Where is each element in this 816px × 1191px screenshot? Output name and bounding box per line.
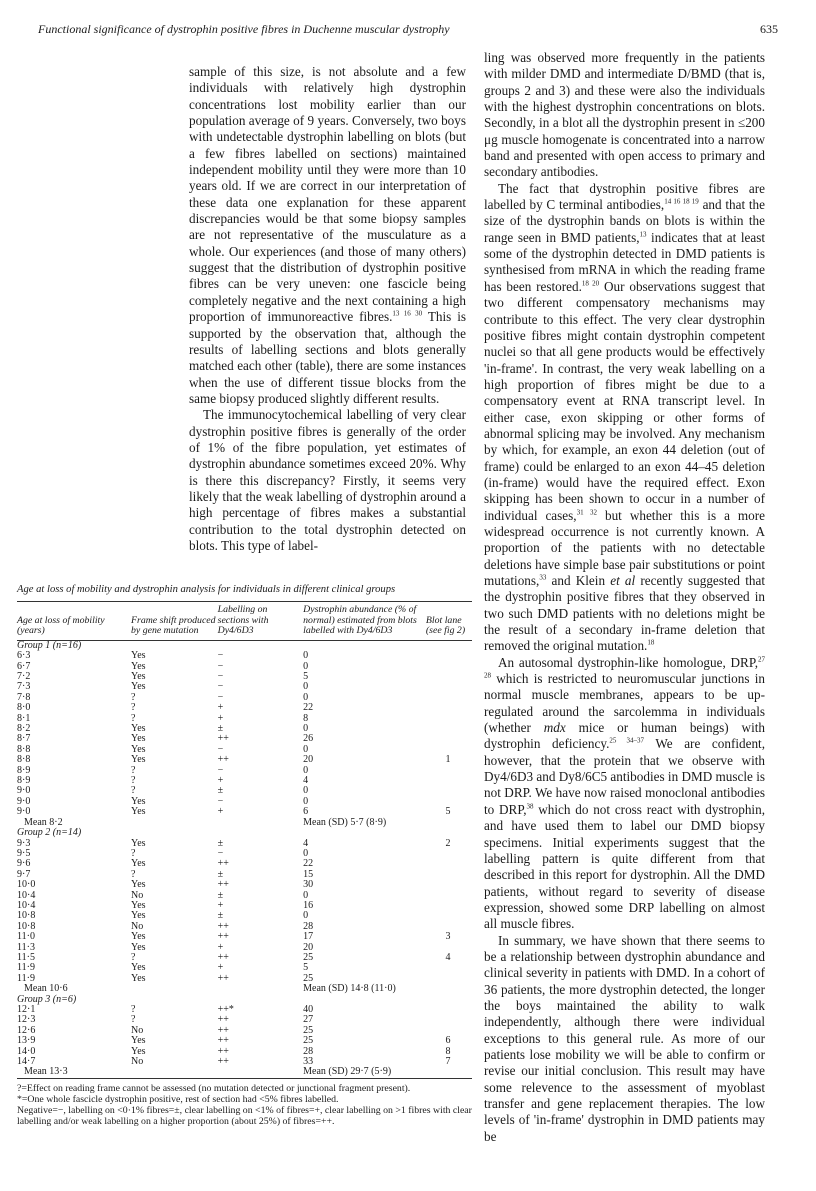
frame-shift-cell: No <box>131 889 144 901</box>
results-table-block <box>17 584 472 1127</box>
table-row <box>17 651 472 661</box>
labelling-cell: ++ <box>217 733 229 745</box>
group-2-heading: Group 2 (n=14) <box>17 827 82 839</box>
table-row <box>17 672 472 682</box>
labelling-cell: − <box>217 743 224 755</box>
abundance-cell: 28 <box>303 920 314 932</box>
labelling-cell: ++* <box>217 1004 234 1015</box>
labelling-cell: − <box>217 847 224 859</box>
group-2-mean-sd: Mean (SD) 14·8 (11·0) <box>303 983 396 995</box>
group-3-heading: Group 3 (n=6) <box>17 993 77 1005</box>
blot-lane-cell <box>426 693 472 703</box>
group-1-mean-sd: Mean (SD) 5·7 (8·9) <box>303 816 387 828</box>
frame-shift-cell: Yes <box>131 754 146 766</box>
page-number: 635 <box>760 22 778 36</box>
labelling-cell: − <box>217 650 224 662</box>
blot-lane-cell <box>426 724 472 734</box>
age-cell: 9·0 <box>17 795 31 807</box>
frame-shift-cell: Yes <box>131 1045 146 1057</box>
table-row <box>17 776 472 786</box>
abundance-cell: 0 <box>303 681 309 693</box>
age-cell: 11·0 <box>17 931 35 943</box>
blot-lane-cell <box>426 682 472 692</box>
labelling-cell: + <box>217 806 224 818</box>
blot-lane-cell: 6 <box>445 1035 451 1047</box>
frame-shift-cell: ? <box>131 1004 136 1015</box>
blot-lane-cell: 5 <box>445 806 451 818</box>
labelling-cell: ± <box>217 723 224 735</box>
table-row <box>17 870 472 880</box>
labelling-cell: + <box>217 712 224 724</box>
age-cell: 7·3 <box>17 681 31 693</box>
group-1-mean-row <box>17 818 472 828</box>
blot-lane-cell <box>426 1015 472 1025</box>
labelling-cell: ++ <box>217 879 229 891</box>
frame-shift-cell: ? <box>131 785 136 797</box>
labelling-cell: ± <box>217 837 224 849</box>
age-cell: 8·9 <box>17 775 31 787</box>
age-cell: 11·9 <box>17 962 35 974</box>
blot-lane-cell: 1 <box>445 754 451 766</box>
labelling-cell: ++ <box>217 972 229 984</box>
right-paragraph-3: An autosomal dystrophin-like homologue, DRP,$^{27 28}$ which is restricted to neuromuscular junctions in normal muscle membranes, appears to be up-regulated around the sarcolemma in individuals (whether mdx mice or human beings) with dystrophin deficiency.$^{25 34-37}$ We are confident, however, that the protein that we observe with Dy4/6D3 and Dy8/6C5 antibodies in DMD muscle is not DRP. We have now raised monoclonal antibodies to DRP,$^{38}$ which do not cross react with dystrophin, and have used them to label our DMD biopsy specimens. Initial experiments suggest that the labelling pattern is quite different from that described in this report for dystrophin. All the DMD patients, without regard to severity of disease expression, showed some DRP labelling on almost all muscle fibres. <box>484 654 766 932</box>
labelling-cell: ± <box>217 785 224 797</box>
table-row <box>17 953 472 963</box>
table-header-row <box>17 602 472 641</box>
table-row <box>17 859 472 869</box>
footnote-labelling-key: Negative=−, labelling on <0·1% fibres=±, clear labelling on <1% of fibres=+, clear labelling on >1 fibres with clear labelling and/or weak labelling on a higher proportion (about 25%) of fibres=++. <box>17 1104 472 1127</box>
blot-lane-cell <box>426 963 472 973</box>
table-row <box>17 797 472 807</box>
frame-shift-cell: Yes <box>131 733 146 745</box>
table-row <box>17 703 472 713</box>
abundance-cell: 5 <box>303 962 309 974</box>
frame-shift-cell: Yes <box>131 972 146 984</box>
abundance-cell: 0 <box>303 910 309 922</box>
labelling-cell: ++ <box>217 920 229 932</box>
labelling-cell: ++ <box>217 951 229 963</box>
frame-shift-cell: Yes <box>131 723 146 735</box>
age-cell: 7·8 <box>17 691 31 703</box>
table-row <box>17 1047 472 1057</box>
blot-lane-cell <box>426 891 472 901</box>
frame-shift-cell: ? <box>131 764 136 776</box>
abundance-cell: 25 <box>303 972 314 984</box>
labelling-cell: − <box>217 671 224 682</box>
frame-shift-cell: Yes <box>131 743 146 755</box>
age-cell: 9·0 <box>17 785 31 797</box>
blot-lane-cell <box>426 786 472 796</box>
frame-shift-cell: Yes <box>131 1035 146 1047</box>
table-row <box>17 932 472 942</box>
abundance-cell: 8 <box>303 712 309 724</box>
table-row <box>17 693 472 703</box>
table-footnotes <box>17 1083 472 1127</box>
abundance-cell: 0 <box>303 743 309 755</box>
age-cell: 8·0 <box>17 702 31 714</box>
group-3-mean-sd: Mean (SD) 29·7 (5·9) <box>303 1066 392 1078</box>
table-row <box>17 911 472 921</box>
age-cell: 9·6 <box>17 858 31 870</box>
abundance-cell: 0 <box>303 889 309 901</box>
right-column <box>484 50 765 1145</box>
frame-shift-cell: Yes <box>131 910 146 922</box>
blot-lane-cell <box>426 703 472 713</box>
abundance-cell: 40 <box>303 1004 314 1015</box>
labelling-cell: + <box>217 702 224 714</box>
age-cell: 6·3 <box>17 650 31 662</box>
abundance-cell: 6 <box>303 806 309 818</box>
header-frame-shift: Frame shift produced by gene mutation <box>131 614 216 637</box>
age-cell: 8·7 <box>17 733 31 745</box>
age-cell: 11·9 <box>17 972 35 984</box>
age-cell: 10·0 <box>17 879 36 891</box>
age-cell: 11·3 <box>17 941 35 953</box>
right-paragraph-2: The fact that dystrophin positive fibres are labelled by C terminal antibodies,$^{14 16 18 19}$ and that the size of the dystrophin bands on blots is within the range seen in BMD patients,$^{13}$ indicates that at least some of the dystrophin detected in DMD patients is synthesised from mRNA in which the reading frame has been restored.$^{18 20}$ Our observations suggest that two different compensatory mechanisms may contribute to this effect. The very clear dystrophin positive fibres might contain dystrophin competent nuclei so that all gene products would be effectively 'in-frame'. In contrast, the very weak labelling on a high proportion of fibres might be due to a compensatory event at RNA transcript level. In either case, exon skipping or other forms of abnormal splicing may be involved. Any mechanism by which, for example, an exon 44 deletion (out of frame) could be enlarged to an exon 44–45 deletion (in-frame) would have the required effect. Exon skipping has been shown to occur in a number of individual cases,$^{31 32}$ but whether this is a more widespread occurrence is not currently known. A proportion of the patients with no detectable deletions have simple base pair substitutions or point mutations,$^{33}$ and Klein et al recently suggested that the dystrophin positive fibres that they observed in two such DMD patients with no deletions might be the result of a secondary in-frame deletion that removed the original mutation.$^{18}$ <box>484 180 765 654</box>
age-cell: 10·4 <box>17 899 36 911</box>
abundance-cell: 28 <box>303 1045 314 1057</box>
table-caption: Age at loss of mobility and dystrophin analysis for individuals in different clinical groups <box>17 584 396 595</box>
labelling-cell: ++ <box>217 1045 229 1057</box>
abundance-cell: 33 <box>303 1056 314 1068</box>
abundance-cell: 0 <box>303 847 309 859</box>
age-cell: 9·5 <box>17 847 31 859</box>
table-body <box>17 640 472 1078</box>
table-row <box>17 662 472 672</box>
frame-shift-cell: ? <box>131 702 136 714</box>
blot-lane-cell: 3 <box>445 931 451 943</box>
left-paragraph-2: The immunocytochemical labelling of very clear dystrophin positive fibres is generally of the order of 1% of the fibre population, yet estimates of dystrophin abundance sometimes exceed 20%. Why is there this discrepancy? Firstly, it seems very likely that the weak labelling of dystrophin around a high percentage of fibres makes a substantial contribution to the total dystrophin detected on blots. This type of label- <box>189 407 466 553</box>
table-row <box>17 922 472 932</box>
header-abundance: Dystrophin abundance (% of normal) estimated from blots labelled with Dy4/6D3 <box>303 604 417 637</box>
table-row <box>17 682 472 692</box>
age-cell: 10·8 <box>17 910 36 922</box>
table-row <box>17 786 472 796</box>
group-2-mean-row <box>17 984 472 994</box>
age-cell: 8·8 <box>17 743 31 755</box>
blot-lane-cell: 8 <box>445 1045 451 1057</box>
abundance-cell: 22 <box>303 858 314 870</box>
age-cell: 6·7 <box>17 660 31 672</box>
abundance-cell: 0 <box>303 660 309 672</box>
blot-lane-cell <box>426 734 472 744</box>
table-row <box>17 901 472 911</box>
abundance-cell: 30 <box>303 879 314 891</box>
labelling-cell: + <box>217 775 224 787</box>
frame-shift-cell: ? <box>131 847 136 859</box>
table-row <box>17 755 472 765</box>
header-labelling: Labelling on sections with Dy4/6D3 <box>217 604 269 637</box>
blot-lane-cell <box>426 974 472 984</box>
labelling-cell: + <box>217 941 224 953</box>
table-row <box>17 1036 472 1046</box>
frame-shift-cell: ? <box>131 951 136 963</box>
group-3-mean: Mean 13·3 <box>24 1066 68 1078</box>
table-row <box>17 943 472 953</box>
frame-shift-cell: Yes <box>131 795 146 807</box>
table-row <box>17 891 472 901</box>
age-cell: 9·7 <box>17 868 31 880</box>
abundance-cell: 16 <box>303 899 314 911</box>
frame-shift-cell: Yes <box>131 899 146 911</box>
age-cell: 14·7 <box>17 1056 36 1068</box>
age-cell: 12·1 <box>17 1004 36 1015</box>
header-blot-lane: Blot lane (see fig 2) <box>425 614 466 637</box>
frame-shift-cell: Yes <box>131 931 146 943</box>
labelling-cell: ++ <box>217 931 229 943</box>
blot-lane-cell <box>426 901 472 911</box>
group-3-mean-row <box>17 1067 472 1078</box>
table-row <box>17 724 472 734</box>
frame-shift-cell: ? <box>131 868 136 880</box>
labelling-cell: − <box>217 764 224 776</box>
frame-shift-cell: Yes <box>131 941 146 953</box>
age-cell: 13·9 <box>17 1035 36 1047</box>
running-header <box>38 22 778 42</box>
age-cell: 8·2 <box>17 723 31 735</box>
frame-shift-cell: No <box>131 1024 144 1036</box>
abundance-cell: 4 <box>303 837 309 849</box>
left-paragraph-1: sample of this size, is not absolute and a few individuals with relatively high dystrophin concentrations lost mobility earlier than our population average of 9 years. Conversely, two boys with undetectable dystrophin labelling on blots (but a few fibres labelled on sections) maintained independent mobility until they were more than 10 years old. If we are correct in our interpretation of these data one explanation for these apparent discrepancies would be that some biopsy samples are not representative of the musculature as a whole. Our experiences (and those of many others) suggest that the distribution of dystrophin positive fibres can be very uneven: one fascicle being completely negative and the next containing a high proportion of immunoreactive fibres.$^{13 16 30}$ This is supported by the observation that, although the results of labelling sections and blots generally matched each other (table), there are some instances when the use of different tissue blocks from the same biopsy produced slightly different results. <box>189 64 467 406</box>
abundance-cell: 0 <box>303 650 309 662</box>
abundance-cell: 15 <box>303 868 314 880</box>
table-row <box>17 849 472 859</box>
left-column <box>189 64 466 554</box>
frame-shift-cell: Yes <box>131 660 146 672</box>
group-2-mean: Mean 10·6 <box>24 983 68 995</box>
labelling-cell: ++ <box>217 1035 229 1047</box>
abundance-cell: 22 <box>303 702 314 714</box>
labelling-cell: − <box>217 691 224 703</box>
frame-shift-cell: ? <box>131 712 136 724</box>
labelling-cell: ± <box>217 868 224 880</box>
age-cell: 8·1 <box>17 712 31 724</box>
table-row <box>17 974 472 984</box>
blot-lane-cell <box>426 870 472 880</box>
right-paragraph-1: ling was observed more frequently in the patients with milder DMD and intermediate D/BMD (that is, groups 2 and 3) and these were also the individuals with the highest dystrophin concentrations on blots. Secondly, in a blot all the dystrophin present in ≤200 μg muscle homogenate is concentrated into a narrow band and presented with open access to primary and secondary antibodies. <box>484 50 765 180</box>
blot-lane-cell <box>426 849 472 859</box>
frame-shift-cell: Yes <box>131 858 146 870</box>
abundance-cell: 0 <box>303 785 309 797</box>
blot-lane-cell <box>426 776 472 786</box>
table-row <box>17 807 472 817</box>
labelling-cell: ± <box>217 889 224 901</box>
age-cell: 11·5 <box>17 951 35 963</box>
labelling-cell: ± <box>217 910 224 922</box>
blot-lane-cell: 2 <box>445 837 451 849</box>
footnote-unknown-frame: ?=Effect on reading frame cannot be assessed (no mutation detected or junctional fragment present). <box>17 1082 411 1094</box>
age-cell: 10·8 <box>17 920 36 932</box>
table-row <box>17 1005 472 1015</box>
labelling-cell: − <box>217 660 224 672</box>
labelling-cell: ++ <box>217 1024 229 1036</box>
frame-shift-cell: ? <box>131 691 136 703</box>
age-cell: 12·6 <box>17 1024 36 1036</box>
labelling-cell: + <box>217 962 224 974</box>
frame-shift-cell: Yes <box>131 671 146 682</box>
labelling-cell: ++ <box>217 858 229 870</box>
group-1-heading: Group 1 (n=16) <box>17 639 82 651</box>
abundance-cell: 0 <box>303 691 309 703</box>
age-cell: 7·2 <box>17 671 31 682</box>
labelling-cell: ++ <box>217 1014 229 1026</box>
labelling-cell: ++ <box>217 754 229 766</box>
table-row <box>17 963 472 973</box>
blot-lane-cell <box>426 714 472 724</box>
table-row <box>17 1057 472 1067</box>
blot-lane-cell <box>426 1005 472 1015</box>
labelling-cell: − <box>217 795 224 807</box>
abundance-cell: 27 <box>303 1014 314 1026</box>
abundance-cell: 4 <box>303 775 309 787</box>
abundance-cell: 25 <box>303 1024 314 1036</box>
running-title: Functional significance of dystrophin positive fibres in Duchenne muscular dystrophy <box>38 22 450 36</box>
abundance-cell: 17 <box>303 931 314 943</box>
blot-lane-cell: 4 <box>445 951 451 963</box>
table-row <box>17 1015 472 1025</box>
labelling-cell: ++ <box>217 1056 229 1068</box>
results-table <box>17 601 472 1079</box>
frame-shift-cell: No <box>131 1056 144 1068</box>
age-cell: 14·0 <box>17 1045 36 1057</box>
abundance-cell: 26 <box>303 733 314 745</box>
frame-shift-cell: Yes <box>131 879 146 891</box>
group-1-mean: Mean 8·2 <box>24 816 63 828</box>
frame-shift-cell: Yes <box>131 650 146 662</box>
age-cell: 9·3 <box>17 837 31 849</box>
abundance-cell: 20 <box>303 941 314 953</box>
table-row <box>17 745 472 755</box>
table-row <box>17 880 472 890</box>
frame-shift-cell: Yes <box>131 837 146 849</box>
age-cell: 10·4 <box>17 889 36 901</box>
blot-lane-cell <box>426 766 472 776</box>
abundance-cell: 25 <box>303 1035 314 1047</box>
table-row <box>17 734 472 744</box>
frame-shift-cell: Yes <box>131 681 146 693</box>
frame-shift-cell: No <box>131 920 144 932</box>
labelling-cell: − <box>217 681 224 693</box>
age-cell: 8·9 <box>17 764 31 776</box>
table-row <box>17 839 472 849</box>
table-row <box>17 766 472 776</box>
header-age: Age at loss of mobility (years) <box>17 614 105 637</box>
abundance-cell: 25 <box>303 951 314 963</box>
blot-lane-cell <box>426 651 472 661</box>
frame-shift-cell: ? <box>131 775 136 787</box>
age-cell: 12·3 <box>17 1014 36 1026</box>
age-cell: 9·0 <box>17 806 31 818</box>
abundance-cell: 0 <box>303 795 309 807</box>
abundance-cell: 0 <box>303 764 309 776</box>
labelling-cell: + <box>217 899 224 911</box>
footnote-fascicle: *=One whole fascicle dystrophin positive, rest of section had <5% fibres labelled. <box>17 1093 339 1105</box>
blot-lane-cell <box>426 911 472 921</box>
blot-lane-cell <box>426 859 472 869</box>
blot-lane-cell <box>426 662 472 672</box>
age-cell: 8·8 <box>17 754 31 766</box>
abundance-cell: 0 <box>303 723 309 735</box>
frame-shift-cell: ? <box>131 1014 136 1026</box>
blot-lane-cell: 7 <box>445 1056 451 1068</box>
frame-shift-cell: Yes <box>131 806 146 818</box>
table-row <box>17 1026 472 1036</box>
blot-lane-cell <box>426 880 472 890</box>
blot-lane-cell <box>426 672 472 682</box>
table-row <box>17 714 472 724</box>
frame-shift-cell: Yes <box>131 962 146 974</box>
abundance-cell: 5 <box>303 671 309 682</box>
right-paragraph-4: In summary, we have shown that there seems to be a relationship between dystrophin abundance and clinical severity in patients with DMD. In a cohort of 36 patients, the more dystrophin detected, the longer the boys maintained the ability to walk independently, although there were individual exceptions to this general rule. As more of our patients lose mobility we will be able to confirm or revise our initial conclusion. This result may have some relevence to the assessment of myoblast transfer and gene replacement therapies. The low levels of 'in-frame' dystrophin in DMD patients may be <box>484 932 765 1144</box>
abundance-cell: 20 <box>303 754 314 766</box>
